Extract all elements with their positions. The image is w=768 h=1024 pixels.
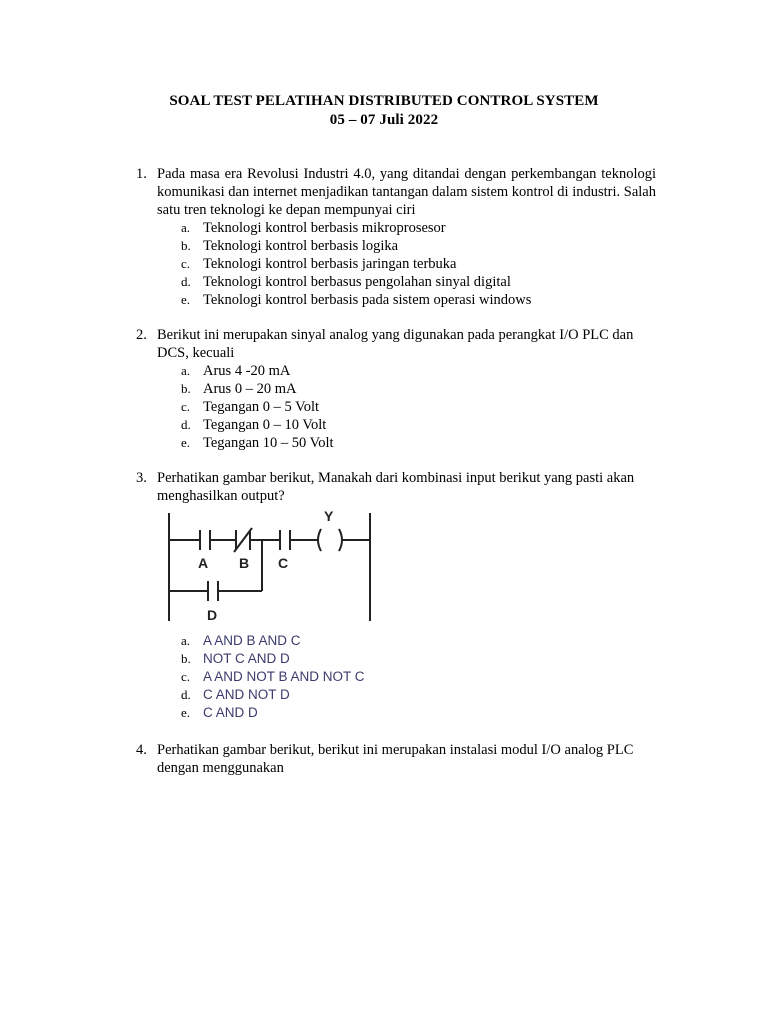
option-list: [181, 362, 656, 452]
option-d: [181, 686, 656, 704]
option-b: [181, 650, 656, 668]
option-text: Teknologi kontrol berbasis jaringan terbuka: [203, 256, 457, 272]
option-text: Teknologi kontrol berbasis logika: [203, 238, 399, 254]
option-b: [181, 237, 656, 255]
option-text: Tegangan 0 – 5 Volt: [203, 399, 320, 415]
option-letter: b.: [181, 381, 191, 396]
question-stem: Perhatikan gambar berikut, berikut ini merupakan instalasi modul I/O analog PLC dengan menggunakan: [157, 742, 634, 776]
option-e: [181, 291, 656, 309]
option-text: Arus 0 – 20 mA: [203, 381, 297, 397]
option-text: Tegangan 10 – 50 Volt: [203, 435, 334, 451]
label-c: C: [278, 555, 289, 571]
option-d: [181, 273, 656, 291]
question-3: [136, 469, 656, 505]
question-4: [136, 741, 656, 777]
option-letter: e.: [181, 435, 191, 450]
option-list: [181, 632, 656, 722]
option-letter: a.: [181, 633, 191, 648]
option-letter: a.: [181, 220, 191, 235]
document-date: 05 – 07 Juli 2022: [329, 112, 439, 128]
option-text: Teknologi kontrol berbasus pengolahan sinyal digital: [203, 274, 511, 290]
option-letter: b.: [181, 238, 191, 253]
question-stem: Berikut ini merupakan sinyal analog yang digunakan pada perangkat I/O PLC dan DCS, kecuali: [157, 327, 634, 361]
option-text: Teknologi kontrol berbasis pada sistem operasi windows: [203, 292, 532, 308]
question-stem: Perhatikan gambar berikut, Manakah dari kombinasi input berikut yang pasti akan menghasilkan output?: [157, 470, 635, 504]
option-letter: c.: [181, 399, 191, 414]
option-text: Arus 4 -20 mA: [203, 363, 291, 379]
question-number: 2.: [136, 327, 147, 343]
label-b: B: [239, 555, 250, 571]
option-letter: d.: [181, 687, 191, 702]
question-number: 3.: [136, 470, 147, 486]
option-letter: e.: [181, 705, 191, 720]
option-text: NOT C AND D: [203, 651, 290, 666]
option-letter: d.: [181, 274, 191, 289]
question-2: [136, 326, 656, 452]
option-text: C AND D: [203, 705, 258, 720]
option-letter: e.: [181, 292, 191, 307]
label-y: Y: [324, 508, 334, 524]
option-text: A AND B AND C: [203, 633, 301, 648]
label-a: A: [198, 555, 209, 571]
question-number: 1.: [136, 166, 147, 182]
option-text: Teknologi kontrol berbasis mikroprosesor: [203, 220, 446, 236]
option-c: [181, 398, 656, 416]
label-d: D: [207, 607, 218, 623]
option-a: [181, 362, 656, 380]
ladder-diagram: [164, 507, 376, 627]
option-text: Tegangan 0 – 10 Volt: [203, 417, 327, 433]
option-a: [181, 219, 656, 237]
option-letter: d.: [181, 417, 191, 432]
question-1: [136, 165, 656, 309]
question-stem: Pada masa era Revolusi Industri 4.0, yang ditandai dengan perkembangan teknologi komunikasi dan internet menjadikan tantangan dalam sistem kontrol di industri. Salah satu tren teknologi ke depan mempunyai ciri: [157, 166, 656, 218]
option-list: [181, 219, 656, 309]
option-a-highlighted: [181, 632, 656, 650]
option-letter: c.: [181, 669, 191, 684]
document-title: SOAL TEST PELATIHAN DISTRIBUTED CONTROL SYSTEM: [169, 93, 599, 109]
option-d: [181, 416, 656, 434]
question-number: 4.: [136, 742, 147, 758]
question-3-options: [136, 632, 656, 722]
option-letter: c.: [181, 256, 191, 271]
option-letter: a.: [181, 363, 191, 378]
option-letter: b.: [181, 651, 191, 666]
option-e: [181, 704, 656, 722]
option-b: [181, 380, 656, 398]
option-c: [181, 668, 656, 686]
option-e-highlighted: [181, 434, 656, 452]
option-text: C AND NOT D: [203, 687, 290, 702]
option-text: A AND NOT B AND NOT C: [203, 669, 365, 684]
option-c-highlighted: [181, 255, 656, 273]
